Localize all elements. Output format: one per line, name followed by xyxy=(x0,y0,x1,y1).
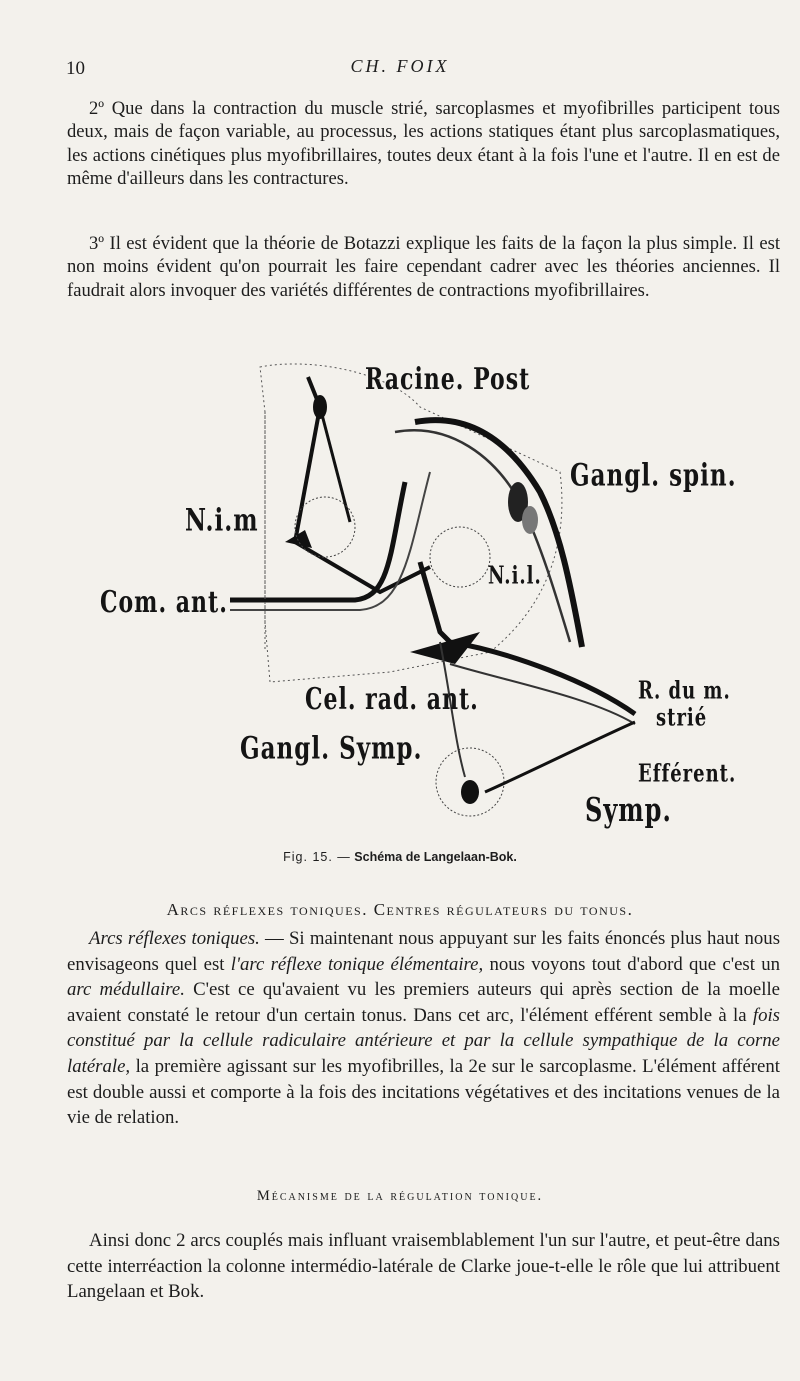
subsection-title: Mécanisme de la régulation tonique. xyxy=(256,1188,544,1204)
cord-outline xyxy=(260,364,562,682)
spinal-ganglion-cell-2 xyxy=(522,506,538,534)
paragraph-3 xyxy=(67,232,780,302)
label-cel-rad-ant: Cel. rad. ant. xyxy=(305,682,479,718)
sympathetic-cell xyxy=(461,780,479,804)
paragraph-2-text: 2º Que dans la contraction du muscle strié, sarcoplasmes et myofibrilles participent tous deux, mais de façon variable, au processus, les actions statiques étant plus sarcoplasmatiques, les actions cinétiques plus myofibrillaires, toutes deux étant à la fois l'une et l'autre. Il en est de même d'ailleurs dans les contractures. xyxy=(67,98,780,190)
section-body-1: — Si maintenant nous appuyant sur les faits énoncés plus haut nous envisageons quel est xyxy=(67,928,781,975)
label-racine-post: Racine. Post xyxy=(365,362,531,398)
nil-circle xyxy=(430,527,490,587)
label-strie: strié xyxy=(656,704,708,733)
section-body-4: la première agissant sur les myofibrilles, la 2e sur le sarcoplasme. L'élément afférent est double aussi et comporte à la fois des incitations végétatives et des incitations venues de la vie de relation. xyxy=(67,1055,780,1129)
figure-15-schema xyxy=(90,352,750,842)
label-nil: N.i.l. xyxy=(488,562,542,591)
section-title: Arcs réflexes toniques. Centres régulateurs du tonus. xyxy=(166,900,634,919)
section-body-3: C'est ce qu'avaient vu les premiers auteurs qui après section de la moelle avaient constaté le retour d'un certain tonus. Dans cet arc, l'élément efférent semble à la xyxy=(67,979,780,1026)
section-body-2: nous voyons tout d'abord que c'est un xyxy=(483,953,780,975)
nim-cell xyxy=(313,395,327,419)
nim-branch xyxy=(320,407,350,522)
com-ant-fiber-2 xyxy=(230,472,430,610)
section-lead: Arcs réflexes toniques. xyxy=(89,928,260,949)
label-symp: Symp. xyxy=(585,790,672,830)
paragraph-2 xyxy=(67,97,780,191)
com-ant-fiber xyxy=(230,482,405,600)
posterior-root-fiber xyxy=(415,420,582,647)
caption-text: Schéma de Langelaan-Bok. xyxy=(354,850,517,864)
label-r-du-m: R. du m. xyxy=(638,677,731,706)
label-nim: N.i.m xyxy=(185,502,259,539)
label-gangl-spin: Gangl. spin. xyxy=(570,457,737,494)
running-head: CH. FOIX xyxy=(350,56,450,76)
section-em-1: l'arc réflexe tonique élémentaire, xyxy=(230,953,484,975)
subsection-paragraph xyxy=(67,1228,780,1305)
section-em-3: fois constitué par la cellule radiculaire antérieure et par la cellule sympathique de la corne latérale, xyxy=(67,1004,780,1077)
label-gangl-symp: Gangl. Symp. xyxy=(240,730,423,767)
posterior-root-fiber-2 xyxy=(395,430,570,642)
subsection-text: Ainsi donc 2 arcs couplés mais influant vraisemblablement l'un sur l'autre, et peut-être dans cette interréaction la colonne intermédio-latérale de Clarke joue-t-elle le rôle que lui attribuent Langelaan et Bok. xyxy=(67,1230,780,1303)
paragraph-3-text: 3º Il est évident que la théorie de Botazzi explique les faits de la façon la plus simple. Il est non moins évident qu'on pourrait les faire cependant cadrer avec les théories anciennes. Il faudrait alors invoquer des variétés différentes de contractions myofibrillaires. xyxy=(67,233,780,301)
sympathetic-fiber xyxy=(485,722,635,792)
caption-prefix: Fig. 15. — xyxy=(283,850,351,864)
label-efferent: Efférent. xyxy=(638,760,737,789)
section-em-2: arc médullaire. xyxy=(67,979,185,1001)
section-paragraph xyxy=(67,926,780,1131)
figure-caption xyxy=(0,850,800,864)
page-number: 10 xyxy=(66,58,85,79)
label-com-ant: Com. ant. xyxy=(100,585,228,621)
